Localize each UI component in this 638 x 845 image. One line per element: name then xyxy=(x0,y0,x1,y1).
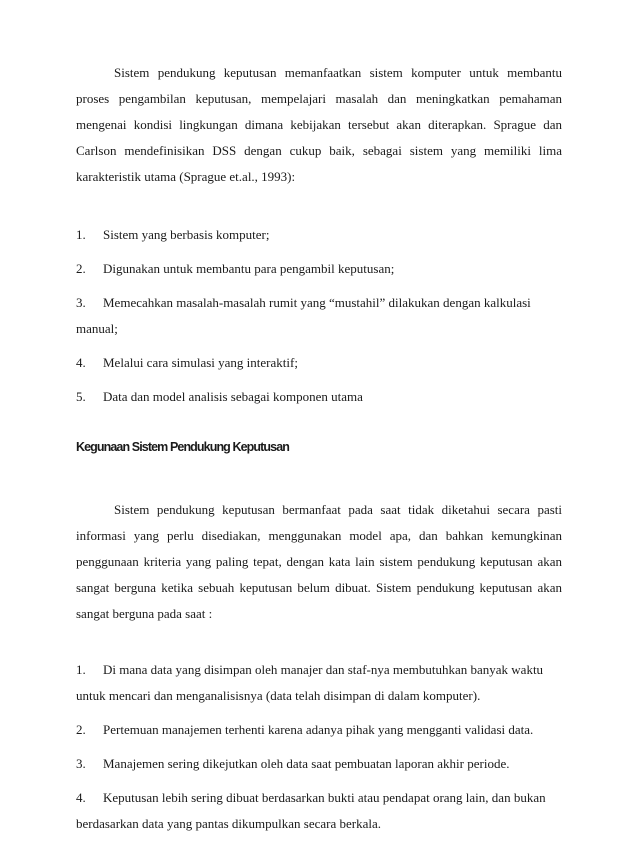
section-heading: Kegunaan Sistem Pendukung Keputusan xyxy=(76,440,289,454)
list-item xyxy=(76,350,562,376)
list-text: Pertemuan manajemen terhenti karena adanya pihak yang mengganti validasi data. xyxy=(103,722,534,737)
list-number: 5. xyxy=(76,389,86,404)
list-item xyxy=(76,657,562,709)
intro-paragraph-text: Sistem pendukung keputusan memanfaatkan sistem komputer untuk membantu proses pengambilan keputusan, mempelajari masalah dan meningkatkan pemahaman mengenai kondisi lingkungan dimana kebijakan tersebut akan diterapkan. Sprague dan Carlson mendefinisikan DSS dengan cukup baik, sebagai sistem yang memiliki lima karakteristik utama (Sprague et.al., 1993): xyxy=(76,65,562,184)
list-number: 3. xyxy=(76,756,86,771)
usage-paragraph xyxy=(76,497,562,627)
list-number: 3. xyxy=(76,295,86,310)
usage-paragraph-text: Sistem pendukung keputusan bermanfaat pada saat tidak diketahui secara pasti informasi yang perlu disediakan, menggunakan model apa, dan bahkan kemungkinan penggunaan kriteria yang paling tepat, dengan kata lain sistem pendukung keputusan akan sangat berguna ketika sebuah keputusan belum dibuat. Sistem pendukung keputusan akan sangat berguna pada saat : xyxy=(76,502,562,621)
list-text: Melalui cara simulasi yang interaktif; xyxy=(103,355,298,370)
list-item xyxy=(76,256,562,282)
usage-list xyxy=(76,657,562,837)
list-item xyxy=(76,290,562,342)
list-item xyxy=(76,222,562,248)
list-number: 4. xyxy=(76,790,86,805)
characteristics-list xyxy=(76,222,562,410)
list-text: Keputusan lebih sering dibuat berdasarkan bukti atau pendapat orang lain, dan bukan berdasarkan data yang pantas dikumpulkan secara berkala. xyxy=(76,790,546,831)
list-number: 1. xyxy=(76,662,86,677)
list-text: Data dan model analisis sebagai komponen utama xyxy=(103,389,363,404)
page-content xyxy=(76,60,562,845)
list-text: Manajemen sering dikejutkan oleh data saat pembuatan laporan akhir periode. xyxy=(103,756,510,771)
list-text: Memecahkan masalah-masalah rumit yang “mustahil” dilakukan dengan kalkulasi manual; xyxy=(76,295,531,336)
list-number: 2. xyxy=(76,261,86,276)
list-number: 2. xyxy=(76,722,86,737)
list-text: Sistem yang berbasis komputer; xyxy=(103,227,270,242)
list-text: Di mana data yang disimpan oleh manajer dan staf-nya membutuhkan banyak waktu untuk mencari dan menganalisisnya (data telah disimpan di dalam komputer). xyxy=(76,662,544,703)
list-item xyxy=(76,751,562,777)
list-text: Digunakan untuk membantu para pengambil keputusan; xyxy=(103,261,395,276)
list-item xyxy=(76,785,562,837)
list-number: 1. xyxy=(76,227,86,242)
list-number: 4. xyxy=(76,355,86,370)
list-item xyxy=(76,717,562,743)
list-item xyxy=(76,384,562,410)
intro-paragraph xyxy=(76,60,562,190)
